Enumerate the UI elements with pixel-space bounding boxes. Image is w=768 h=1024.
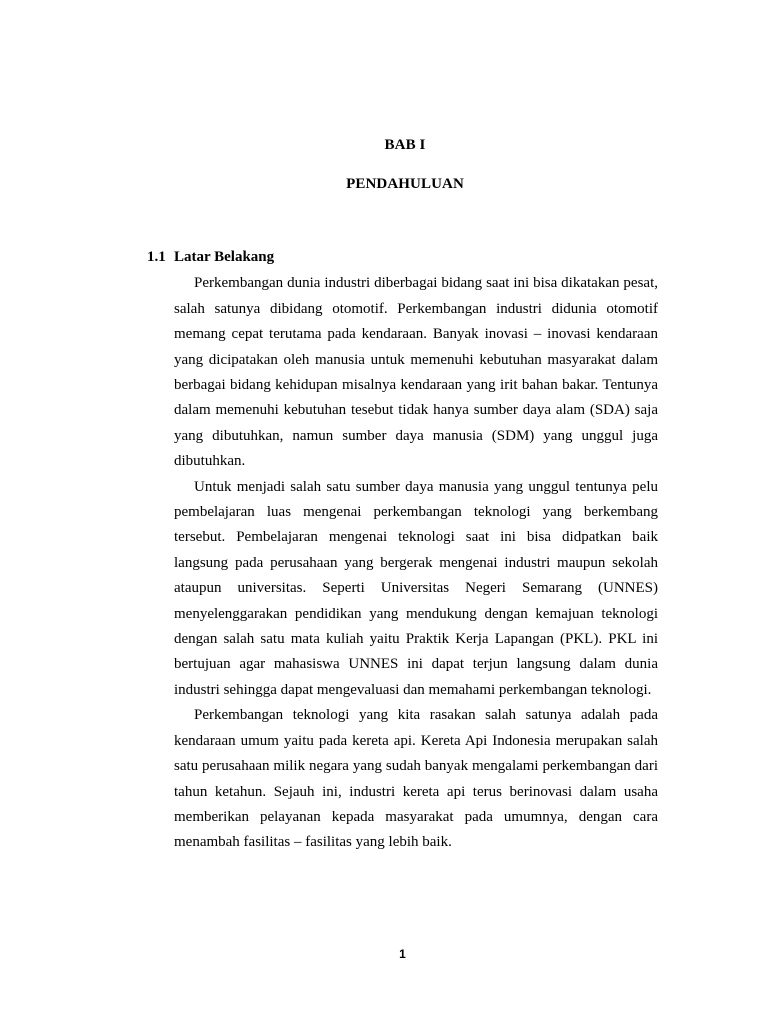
paragraph: Untuk menjadi salah satu sumber daya manusia yang unggul tentunya pelu pembelajaran luas mengenai perkembangan teknologi yang berkembang tersebut. Pembelajaran mengenai teknologi saat ini bisa didpatkan baik langsung pada perusahaan yang bergerak mengenai industri maupun sekolah ataupun universitas. Seperti Universitas Negeri Semarang (UNNES) menyelenggarakan pendidikan yang mendukung dengan kemajuan teknologi dengan salah satu mata kuliah yaitu Praktik Kerja Lapangan (PKL). PKL ini bertujuan agar mahasiswa UNNES ini dapat terjun langsung dalam dunia industri sehingga dapat mengevaluasi dan memahami perkembangan teknologi. bbox=[174, 478, 658, 698]
section-number: 1.1 bbox=[147, 249, 166, 265]
section-title: Latar Belakang bbox=[174, 249, 275, 265]
paragraph: Perkembangan teknologi yang kita rasakan salah satunya adalah pada kendaraan umum yaitu pada kereta api. Kereta Api Indonesia merupakan salah satu perusahaan milik negara yang sudah banyak mengalami perkembangan dari tahun ketahun. Sejauh ini, industri kereta api terus berinovasi dalam usaha memberikan pelayanan kepada masyarakat pada umumnya, dengan cara menambah fasilitas – fasilitas yang lebih baik. bbox=[174, 707, 658, 851]
paragraph: Perkembangan dunia industri diberbagai bidang saat ini bisa dikatakan pesat, salah satunya dibidang otomotif. Perkembangan industri didunia otomotif memang cepat terutama pada kendaraan. Banyak inovasi – inovasi kendaraan yang dicipatakan oleh manusia untuk memenuhi kebutuhan masyarakat dalam berbagai bidang kehidupan misalnya kendaraan yang irit bahan bakar. Tentunya dalam memenuhi kebutuhan tesebut tidak hanya sumber daya alam (SDA) saja yang dibutuhkan, namun sumber daya manusia (SDM) yang unggul juga dibutuhkan. bbox=[174, 275, 658, 470]
chapter-title: PENDAHULUAN bbox=[346, 176, 464, 192]
page-number: 1 bbox=[399, 947, 406, 961]
body-text bbox=[174, 246, 658, 856]
chapter-label: BAB I bbox=[384, 137, 426, 153]
